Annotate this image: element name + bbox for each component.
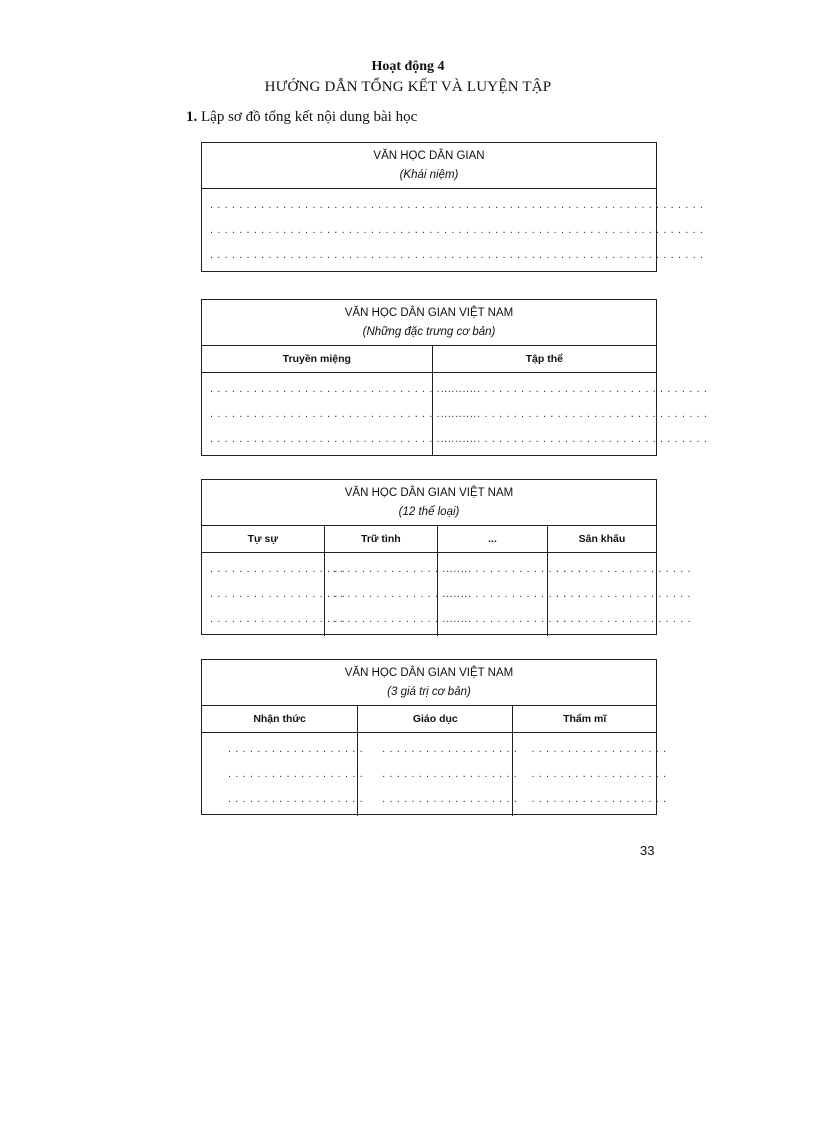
answer-line: . . . . . . . . . . . . . . . . . . .	[210, 588, 346, 600]
column-header: Tập thể	[525, 353, 563, 365]
values-answer-area	[202, 733, 667, 816]
answer-line: . . . . . . . . . . . . . . . . . . .	[382, 768, 518, 780]
answer-line: . . . . . . . . . . . . . . . . . . . . . . . . . . . . . . . . . . . . .	[210, 433, 477, 445]
genres-box-subtitle: (12 thể loại)	[398, 506, 460, 518]
answer-line: . . . . . . . . . . . . . . . . . . .	[382, 743, 518, 755]
activity-title: Hoạt động 4	[371, 59, 445, 74]
answer-line: . . . . . . . . . . . . . . . . . . . . . . . . . . . . . . . . . . . . .	[440, 383, 708, 395]
values-box	[201, 659, 667, 815]
answer-line: . . . . . . . . . . . . . . . . . . .	[446, 588, 582, 600]
characteristics-box-header	[202, 300, 656, 346]
concept-box-answer-area[interactable]	[202, 189, 704, 272]
characteristics-columns	[202, 346, 656, 373]
genres-box	[201, 479, 692, 635]
activity-subtitle: HƯỚNG DẪN TỔNG KẾT VÀ LUYỆN TẬP	[264, 79, 552, 95]
characteristics-box-title: VĂN HỌC DÂN GIAN VIỆT NAM	[344, 307, 514, 319]
genres-columns	[202, 526, 656, 553]
answer-line: . . . . . . . . . . . . . . . . . . .	[446, 563, 582, 575]
answer-line: . . . . . . . . . . . . . . . . . . .	[332, 588, 468, 600]
genres-answer-area	[202, 553, 692, 636]
answer-line: . . . . . . . . . . . . . . . . . . . . . . . . . . . . . . . . . . . . . . . . . . . . . . . . . . . . . . . . . . . . . . . . . . . .	[210, 199, 704, 211]
concept-box-title: VĂN HỌC DÂN GIAN	[373, 150, 485, 162]
answer-line: . . . . . . . . . . . . . . . . . . .	[531, 768, 667, 780]
answer-line: . . . . . . . . . . . . . . . . . . .	[332, 563, 468, 575]
answer-line: . . . . . . . . . . . . . . . . . . .	[555, 588, 692, 600]
answer-cell[interactable]	[358, 733, 518, 816]
answer-line: . . . . . . . . . . . . . . . . . . .	[531, 743, 667, 755]
answer-cell[interactable]	[433, 373, 708, 456]
characteristics-answer-area	[202, 373, 708, 456]
values-box-title: VĂN HỌC DÂN GIAN VIỆT NAM	[344, 667, 514, 679]
answer-cell[interactable]	[325, 553, 468, 636]
answer-line: . . . . . . . . . . . . . . . . . . .	[228, 768, 364, 780]
answer-line: . . . . . . . . . . . . . . . . . . . . . . . . . . . . . . . . . . . . .	[210, 383, 477, 395]
answer-cell[interactable]	[202, 733, 364, 816]
concept-box-subtitle: (Khái niệm)	[399, 169, 459, 181]
answer-line: . . . . . . . . . . . . . . . . . . .	[228, 793, 364, 805]
answer-line: . . . . . . . . . . . . . . . . . . . . . . . . . . . . . . . . . . . . .	[440, 433, 708, 445]
answer-line: . . . . . . . . . . . . . . . . . . . . . . . . . . . . . . . . . . . . . . . . . . . . . . . . . . . . . . . . . . . . . . . . . . . .	[210, 224, 704, 236]
genres-box-title: VĂN HỌC DÂN GIAN VIỆT NAM	[344, 487, 514, 499]
concept-box	[201, 142, 704, 272]
answer-cell[interactable]	[438, 553, 582, 636]
concept-box-header	[202, 143, 656, 189]
answer-line: . . . . . . . . . . . . . . . . . . .	[555, 613, 692, 625]
question-number: 1.	[186, 109, 198, 125]
values-columns	[202, 706, 656, 733]
answer-cell[interactable]	[513, 733, 667, 816]
characteristics-box	[201, 299, 708, 456]
question-1	[186, 109, 417, 126]
column-header: Truyền miệng	[202, 346, 433, 372]
answer-line: . . . . . . . . . . . . . . . . . . . . . . . . . . . . . . . . . . . . .	[210, 408, 477, 420]
genres-box-header	[202, 480, 656, 526]
column-header: Thẩm mĩ	[563, 713, 607, 725]
answer-line: . . . . . . . . . . . . . . . . . . .	[228, 743, 364, 755]
answer-line: . . . . . . . . . . . . . . . . . . .	[555, 563, 692, 575]
answer-line: . . . . . . . . . . . . . . . . . . . . . . . . . . . . . . . . . . . . . . . . . . . . . . . . . . . . . . . . . . . . . . . . . . . .	[210, 249, 704, 261]
values-box-subtitle: (3 giá trị cơ bản)	[387, 686, 471, 698]
answer-cell[interactable]	[548, 553, 692, 636]
column-header: Tự sự	[202, 526, 325, 552]
column-header: Nhận thức	[202, 706, 358, 732]
column-header: Sân khấu	[578, 533, 626, 545]
characteristics-box-subtitle: (Những đặc trưng cơ bản)	[362, 326, 496, 338]
answer-line: . . . . . . . . . . . . . . . . . . .	[531, 793, 667, 805]
question-text: Lập sơ đồ tổng kết nội dung bài học	[201, 109, 418, 125]
answer-line: . . . . . . . . . . . . . . . . . . .	[332, 613, 468, 625]
column-header: ...	[438, 526, 548, 552]
page-number: 33	[640, 843, 655, 858]
answer-line: . . . . . . . . . . . . . . . . . . .	[382, 793, 518, 805]
answer-cell[interactable]	[202, 553, 346, 636]
column-header: Giáo dục	[358, 706, 513, 732]
answer-line: . . . . . . . . . . . . . . . . . . .	[210, 613, 346, 625]
column-header: Trữ tình	[325, 526, 439, 552]
answer-line: . . . . . . . . . . . . . . . . . . . . . . . . . . . . . . . . . . . . .	[440, 408, 708, 420]
answer-cell[interactable]	[202, 373, 477, 456]
values-box-header	[202, 660, 656, 706]
answer-line: . . . . . . . . . . . . . . . . . . .	[210, 563, 346, 575]
answer-line: . . . . . . . . . . . . . . . . . . .	[446, 613, 582, 625]
